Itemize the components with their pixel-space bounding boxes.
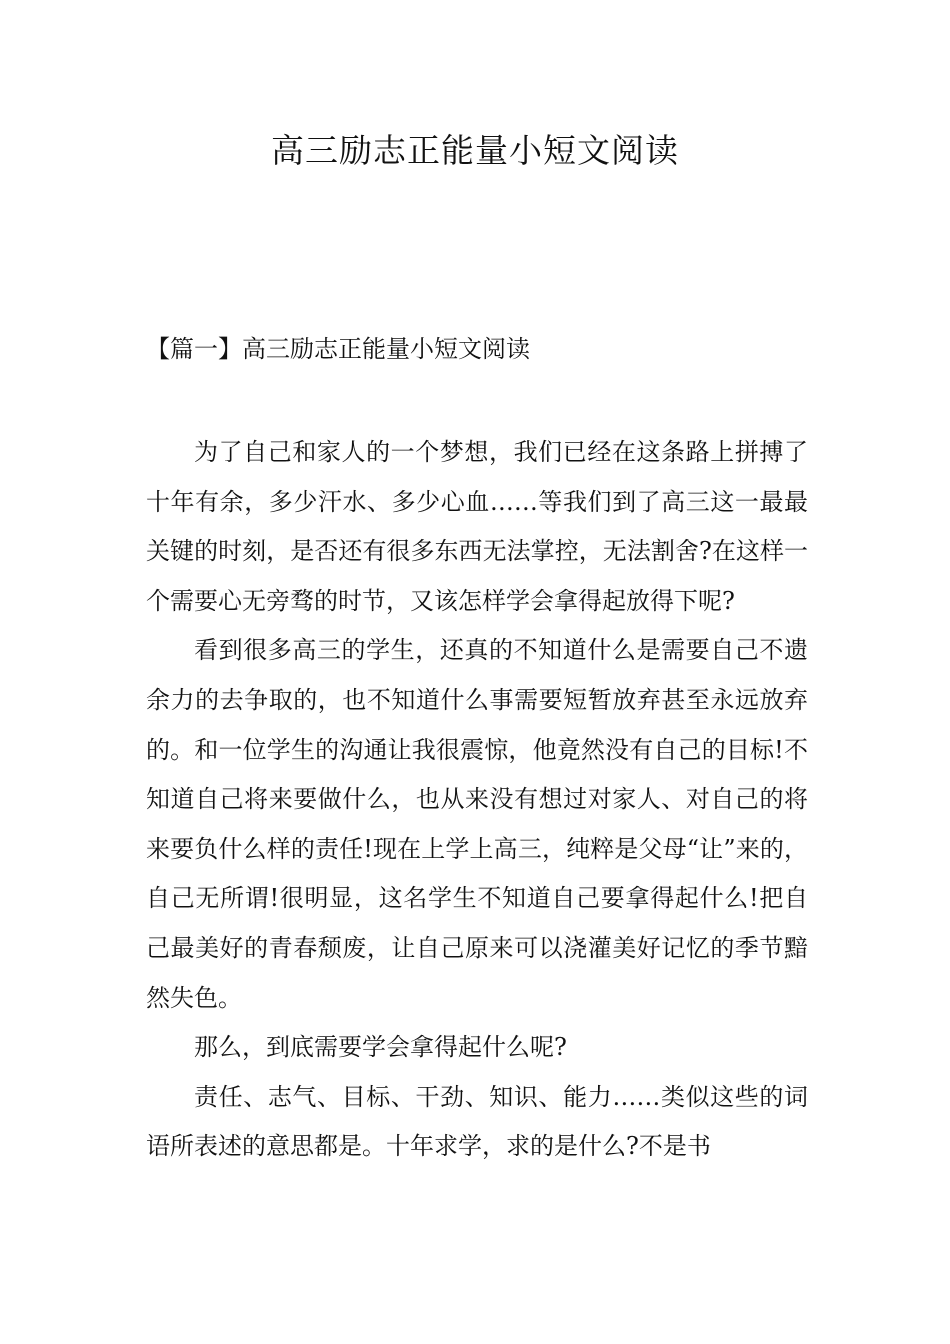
section-heading: 【篇一】高三励志正能量小短文阅读 — [146, 335, 530, 363]
paragraph: 那么，到底需要学会拿得起什么呢? — [194, 1033, 567, 1062]
paragraph: 责任、志气、目标、干劲、知识、能力……类似这些的词语所表述的意思都是。十年求学，求的是什么?不是书 — [146, 1082, 808, 1161]
document-title: 高三励志正能量小短文阅读 — [271, 131, 679, 170]
paragraph: 为了自己和家人的一个梦想，我们已经在这条路上拼搏了十年有余，多少汗水、多少心血……等我们到了高三这一最最关键的时刻，是否还有很多东西无法掌控，无法割舍?在这样一个需要心无旁骛的时节，又该怎样学会拿得起放得下呢? — [146, 438, 808, 615]
paragraph: 看到很多高三的学生，还真的不知道什么是需要自己不遗余力的去争取的，也不知道什么事需要短暂放弃甚至永远放弃的。和一位学生的沟通让我很震惊，他竟然没有自己的目标!不知道自己将来要做什么，也从来没有想过对家人、对自己的将来要负什么样的责任!现在上学上高三，纯粹是父母“让”来的，自己无所谓!很明显，这名学生不知道自己要拿得起什么!把自己最美好的青春颓废，让自己原来可以浇灌美好记忆的季节黯然失色。 — [146, 636, 808, 1012]
article-body — [146, 428, 808, 1172]
